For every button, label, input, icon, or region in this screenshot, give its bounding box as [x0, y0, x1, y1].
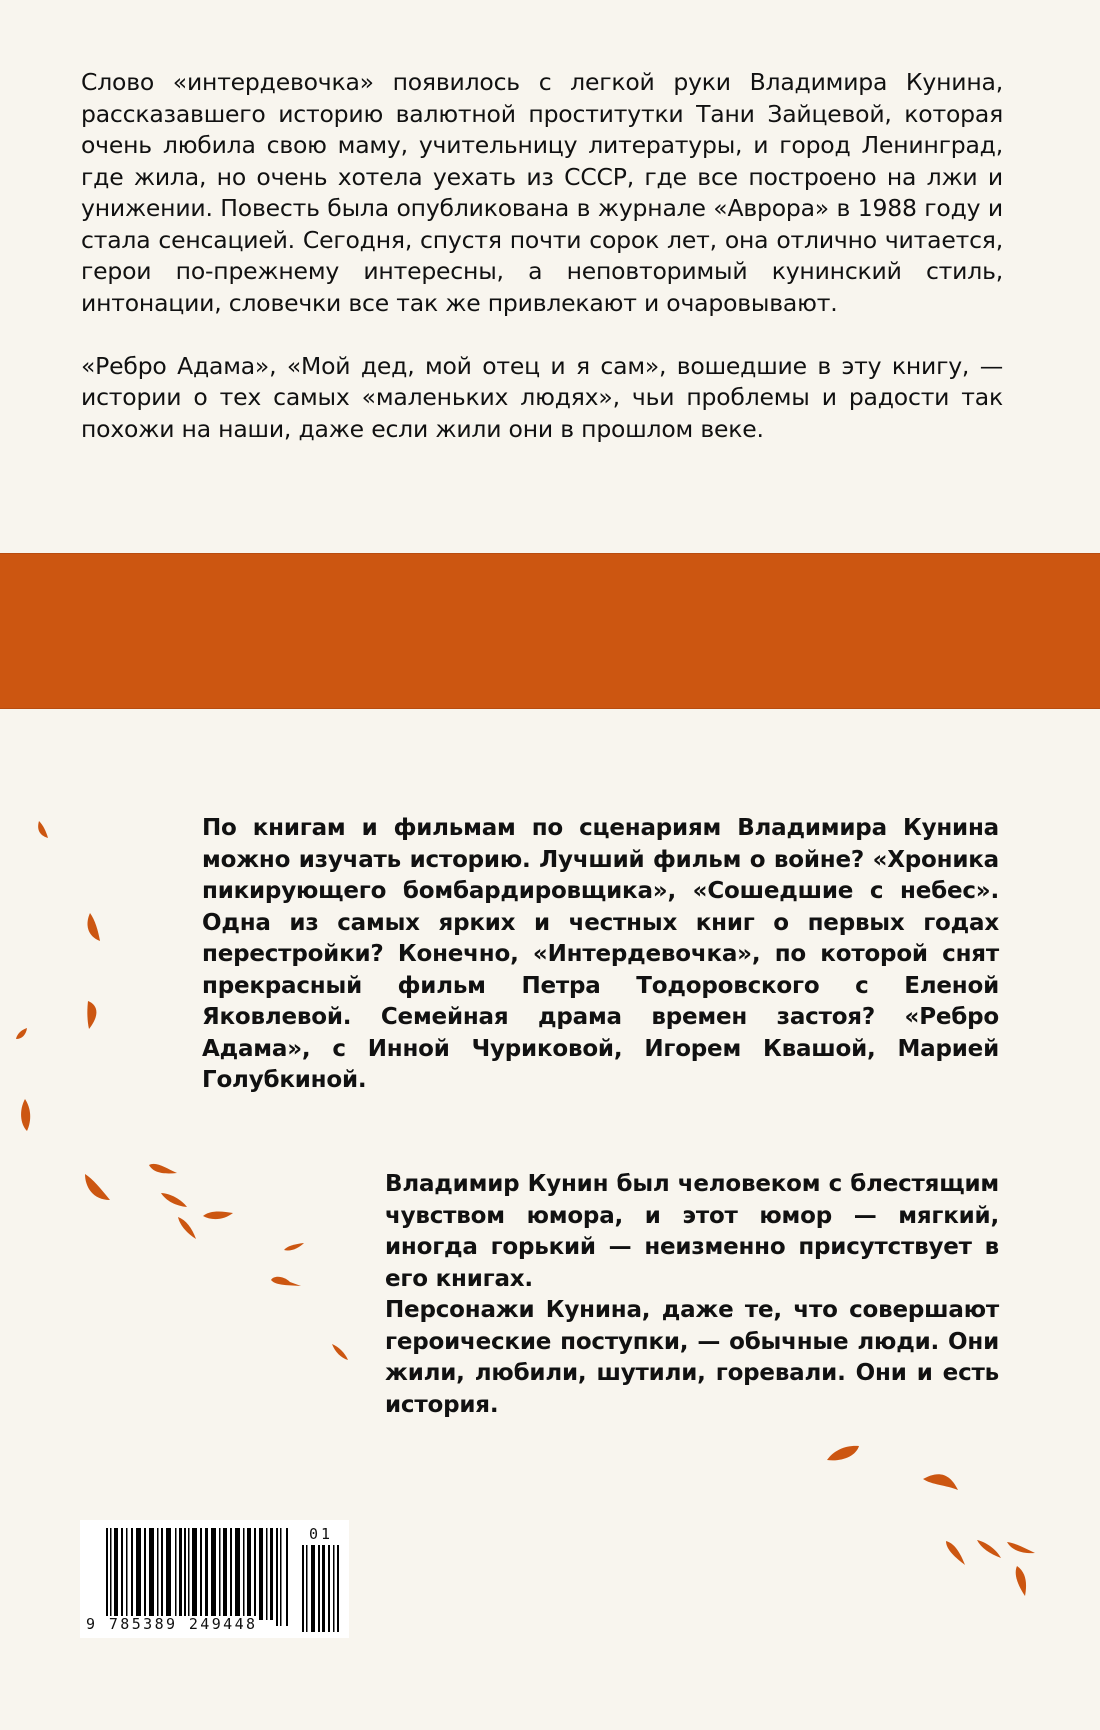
- leaf-icon: [83, 1173, 111, 1203]
- leaf-icon: [1006, 1541, 1036, 1555]
- leaf-icon: [976, 1539, 1002, 1559]
- annotation-paragraph-1: Слово «интердевочка» появилось с легкой руки Владимира Кунина, рассказавшего историю валютной проститутки Тани Зайцевой, которая очень любила свою маму, учительницу литературы, и город Ленинград, где жила, но очень хотела уехать из СССР, где все построено на лжи и унижении. Повесть была опубликована в журнале «Аврора» в 1988 году и стала сенсацией. Сегодня, спустя почти сорок лет, она отлично читается, герои по-прежнему интересны, а неповторимый кунинский стиль, интонации, словечки все так же привлекают и очаровывают.: [81, 68, 1003, 317]
- leaf-icon: [1013, 1565, 1029, 1597]
- leaf-icon: [826, 1444, 860, 1462]
- leaf-icon: [86, 1000, 100, 1030]
- promo-paragraph-2: Владимир Кунин был человеком с блестящим чувством юмора, и этот юмор — мягкий, иногда горький — неизменно присутствует в его книгах.: [385, 1171, 999, 1292]
- leaf-icon: [270, 1274, 302, 1288]
- annotation-paragraph-2: «Ребро Адама», «Мой дед, мой отец и я сам», вошедшие в эту книгу, — истории о тех самых «маленьких людях», чьи проблемы и радости так похожи на наши, даже если жили они в прошлом веке.: [81, 351, 1003, 443]
- leaf-icon: [15, 1027, 29, 1041]
- leaf-icon: [148, 1162, 178, 1176]
- promo-paragraph-1: По книгам и фильмам по сценариям Владимира Кунина можно изучать историю. Лучший фильм о войне? «Хроника пикирующего бомбардировщика», «Сошедшие с небес». Одна из самых ярких и честных книг о первых годах перестройки? Конечно, «Интердевочка», по которой снят прекрасный фильм Петра Тодоровского с Еленой Яковлевой. Семейная драма времен застоя? «Ребро Адама», с Инной Чуриковой, Игорем Квашой, Марией Голубкиной.: [202, 815, 999, 1093]
- leaf-icon: [36, 820, 50, 840]
- leaf-icon: [944, 1540, 966, 1566]
- leaf-icon: [176, 1216, 198, 1240]
- leaf-icon: [283, 1242, 305, 1254]
- orange-band: [0, 553, 1100, 709]
- leaf-icon: [202, 1210, 234, 1222]
- promo-text-2: [385, 1169, 999, 1421]
- leaf-icon: [160, 1192, 188, 1208]
- annotation-text: [81, 67, 1003, 445]
- isbn-barcode: [80, 1520, 349, 1638]
- leaf-icon: [84, 912, 102, 942]
- leaf-icon: [922, 1471, 960, 1491]
- leaf-icon: [331, 1343, 349, 1361]
- leaf-icon: [19, 1098, 33, 1132]
- barcode-digits: 9 785389 249448: [86, 1615, 258, 1633]
- barcode-addon-digits: 01: [309, 1525, 334, 1543]
- promo-paragraph-3: Персонажи Кунина, даже те, что совершают героические поступки, — обычные люди. Они жили, любили, шутили, горевали. Они и есть история.: [385, 1297, 999, 1418]
